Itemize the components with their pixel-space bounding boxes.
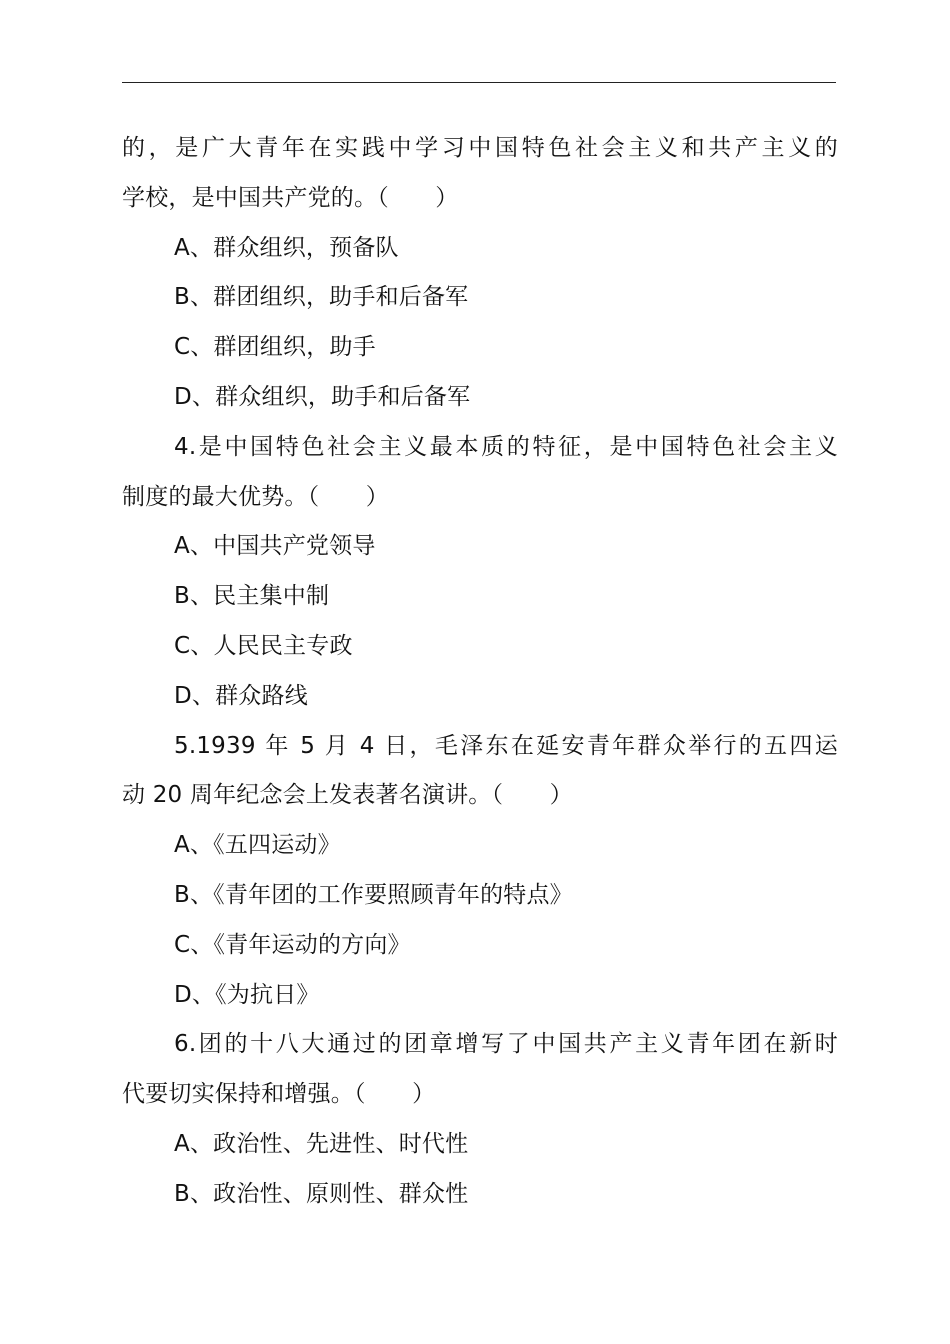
question-4-option-b: B、民主集中制 (174, 583, 330, 610)
header-rule (122, 82, 836, 83)
question-4-option-a: A、中国共产党领导 (174, 533, 376, 560)
question-4-option-d: D、群众路线 (174, 682, 308, 709)
question-4-text-line-2: 制度的最大优势。（ ） (122, 483, 389, 510)
question-3-option-c: C、群团组织，助手 (174, 334, 376, 361)
question-6-option-a: A、政治性、先进性、时代性 (174, 1130, 469, 1157)
question-6-option-b: B、政治性、原则性、群众性 (174, 1180, 469, 1207)
document-body (122, 124, 838, 1220)
question-4-option-c: C、人民民主专政 (174, 632, 353, 659)
question-5-option-c: C、《青年运动的方向》 (174, 931, 411, 958)
question-5-option-b: B、《青年团的工作要照顾青年的特点》 (174, 881, 573, 908)
question-3-text-line-1: 的，是广大青年在实践中学习中国特色社会主义和共产主义的 (122, 135, 838, 161)
question-3-text-line-2: 学校，是中国共产党的。（ ） (122, 184, 459, 211)
question-3-option-b: B、群团组织，助手和后备军 (174, 284, 469, 311)
question-3-option-d: D、群众组织，助手和后备军 (174, 383, 471, 410)
question-6-text-line-2: 代要切实保持和增强。（ ） (122, 1081, 436, 1108)
question-4-text-line-1: 4.是中国特色社会主义最本质的特征，是中国特色社会主义 (174, 433, 838, 460)
question-6-text-line-1: 6.团的十八大通过的团章增写了中国共产主义青年团在新时 (174, 1031, 838, 1058)
question-3-option-a: A、群众组织，预备队 (174, 234, 399, 261)
question-5-option-d: D、《为抗日》 (174, 981, 320, 1008)
question-5-text-line-1: 5.1939 年 5 月 4 日，毛泽东在延安青年群众举行的五四运 (174, 732, 838, 759)
question-5-text-line-2: 动 20 周年纪念会上发表著名演讲。（ ） (122, 782, 573, 809)
question-5-option-a: A、《五四运动》 (174, 832, 341, 859)
